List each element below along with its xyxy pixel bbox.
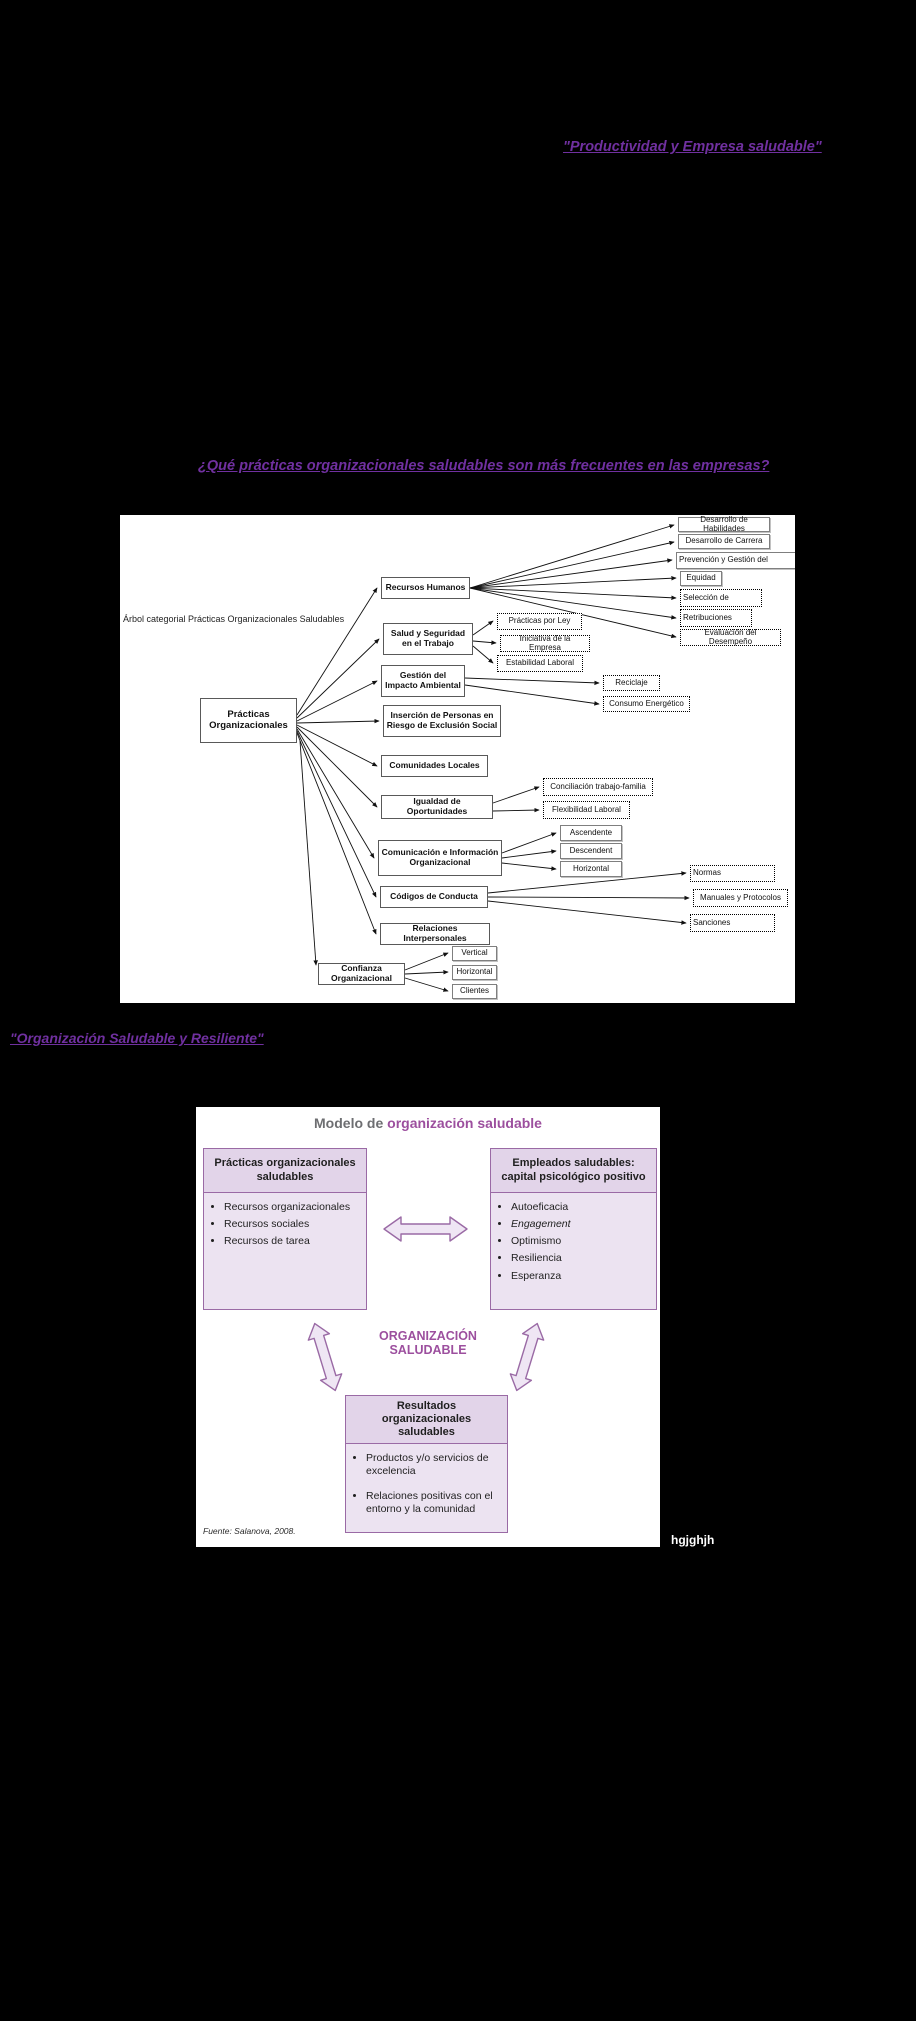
tree-root-line2: Organizacionales <box>209 719 288 731</box>
tree-caption: Árbol categorial Prácticas Organizacionales Saludables <box>123 614 345 624</box>
tree-node-insercion: Inserción de Personas en Riesgo de Exclusión Social <box>383 705 501 737</box>
tree-node-confianza: Confianza Organizacional <box>318 963 405 985</box>
double-arrow-diagonal-right-icon <box>503 1319 551 1395</box>
stray-text: hgjghjh <box>671 1533 715 1547</box>
tree-leaf-prevencion-gestion: Prevención y Gestión del <box>676 552 795 569</box>
tree-leaf-sanciones: Sanciones <box>690 914 775 932</box>
tree-leaf-manuales-protocolos: Manuales y Protocolos <box>693 889 788 907</box>
model-title-gray: Modelo de <box>314 1115 388 1131</box>
tree-node-codigos: Códigos de Conducta <box>380 886 488 908</box>
model-title <box>196 1115 660 1131</box>
double-arrow-diagonal-left-icon <box>301 1319 349 1395</box>
tree-leaf-consumo-energetico: Consumo Energético <box>603 696 690 712</box>
model-box-resultados <box>345 1395 508 1533</box>
model-title-purple: organización saludable <box>387 1115 542 1131</box>
tree-node-salud-seguridad: Salud y Seguridad en el Trabajo <box>383 623 473 655</box>
model-source: Fuente: Salanova, 2008. <box>203 1526 296 1536</box>
tree-leaf-normas: Normas <box>690 865 775 882</box>
tree-node-recursos-humanos: Recursos Humanos <box>381 577 470 599</box>
tree-node-relaciones: Relaciones Interpersonales <box>380 923 490 945</box>
tree-leaf-vertical: Vertical <box>452 946 497 961</box>
list-item: • Recursos de tarea <box>224 1235 360 1248</box>
model-box-empleados-list <box>491 1193 656 1291</box>
tree-leaf-descendent: Descendent <box>560 843 622 859</box>
tree-node-igualdad: Igualdad de Oportunidades <box>381 795 493 819</box>
list-item: • Optimismo <box>511 1235 650 1248</box>
tree-leaf-reciclaje: Reciclaje <box>603 675 660 691</box>
tree-leaf-horizontal-confianza: Horizontal <box>452 965 497 980</box>
list-item: • Resiliencia <box>511 1252 650 1265</box>
model-box-practicas-title: Prácticas organizacionales saludables <box>204 1149 366 1193</box>
model-box-resultados-list <box>346 1444 507 1525</box>
tree-root-line1: Prácticas <box>227 708 270 720</box>
model-box-resultados-title: Resultados organizacionales saludables <box>346 1396 507 1444</box>
tree-leaf-ascendente: Ascendente <box>560 825 622 841</box>
tree-leaf-flexibilidad: Flexibilidad Laboral <box>543 801 630 819</box>
model-center-line1: ORGANIZACIÓN <box>379 1329 477 1343</box>
tree-leaf-conciliacion: Conciliación trabajo-familia <box>543 778 653 796</box>
tree-leaf-iniciativa-empresa: Iniciativa de la Empresa <box>500 635 590 652</box>
double-arrow-horizontal-icon <box>383 1216 468 1242</box>
list-item: • Engagement <box>511 1218 650 1231</box>
model-center-label <box>365 1329 491 1358</box>
tree-leaf-seleccion: Selección de <box>680 589 762 607</box>
model-center-line2: SALUDABLE <box>389 1343 467 1358</box>
tree-node-gestion-impacto: Gestión del Impacto Ambiental <box>381 665 465 697</box>
tree-leaf-desarrollo-carrera: Desarrollo de Carrera <box>678 534 770 549</box>
list-item: • Relaciones positivas con el entorno y la comunidad <box>366 1490 501 1516</box>
list-item: • Recursos sociales <box>224 1218 360 1231</box>
tree-leaf-practicas-ley: Prácticas por Ley <box>497 613 582 630</box>
tree-diagram <box>120 515 795 1003</box>
list-item: • Autoeficacia <box>511 1201 650 1214</box>
link-productividad-empresa-saludable[interactable]: "Productividad y Empresa saludable" <box>563 139 822 155</box>
list-item: • Recursos organizacionales <box>224 1201 360 1214</box>
tree-node-comunidades: Comunidades Locales <box>381 755 488 777</box>
model-box-empleados <box>490 1148 657 1310</box>
model-diagram <box>196 1107 660 1547</box>
tree-node-comunicacion: Comunicación e Información Organizacional <box>378 840 502 876</box>
link-organizacion-saludable-resiliente[interactable]: "Organización Saludable y Resiliente" <box>10 1030 264 1046</box>
tree-leaf-desarrollo-habilidades: Desarrollo de Habilidades <box>678 517 770 532</box>
model-box-practicas <box>203 1148 367 1310</box>
list-item: • Productos y/o servicios de excelencia <box>366 1452 501 1478</box>
list-item: • Esperanza <box>511 1270 650 1283</box>
tree-leaf-retribuciones: Retribuciones <box>680 609 752 627</box>
tree-leaf-clientes: Clientes <box>452 984 497 999</box>
model-box-empleados-title: Empleados saludables: capital psicológico positivo <box>491 1149 656 1193</box>
tree-leaf-equidad: Equidad <box>680 571 722 586</box>
tree-leaf-evaluacion-desempeno: Evaluación del Desempeño <box>680 629 781 646</box>
link-practicas-pregunta[interactable]: ¿Qué prácticas organizacionales saludables son más frecuentes en las empresas? <box>198 458 770 474</box>
tree-leaf-estabilidad-laboral: Estabilidad Laboral <box>497 655 583 672</box>
tree-leaf-horizontal-comunicacion: Horizontal <box>560 861 622 877</box>
tree-node-root <box>200 698 297 743</box>
model-box-practicas-list <box>204 1193 366 1256</box>
